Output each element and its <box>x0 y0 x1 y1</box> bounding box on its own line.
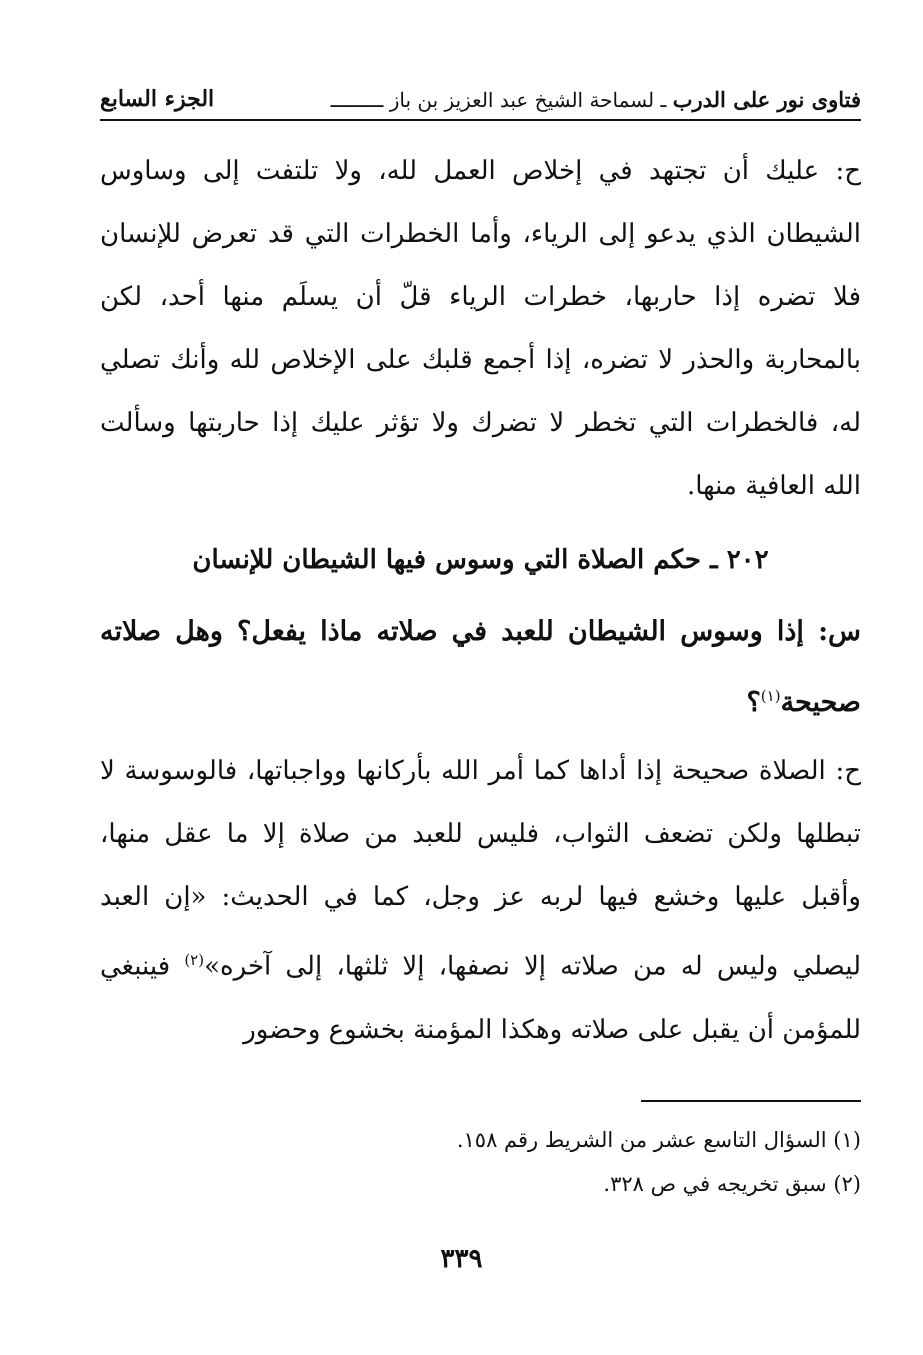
question-text: س: إذا وسوس الشيطان للعبد في صلاته ماذا يفعل؟ وهل صلاته صحيحة <box>100 616 861 718</box>
answer-2-continuation: فينبغي للمؤمن أن يقبل على صلاته وهكذا المؤمنة بخشوع وحضور <box>100 951 861 1045</box>
question-end-mark: ؟ <box>746 687 761 718</box>
footnote-ref-1: (١) <box>760 687 781 705</box>
header-author: ـ لسماحة الشيخ عبد العزيز بن باز ـــــــــ <box>330 87 667 112</box>
header-title <box>331 87 861 112</box>
answer-paragraph-1: ح: عليك أن تجتهد في إخلاص العمل لله، ولا تلتفت إلى وساوس الشيطان الذي يدعو إلى الرياء، وأما الخطرات التي قد تعرض للإنسان فلا تضره إذا حاربها، خطرات الرياء قلّ أن يسلَم منها أحد، لكن بالمحاربة والحذر لا تضره، إذا أجمع قلبك على الإخلاص لله وأنك تصلي له، فالخطرات التي تخطر لا تضرك ولا تؤثر عليك إذا حاربتها وسألت الله العافية منها. <box>100 156 861 501</box>
answer-paragraph-2 <box>100 740 861 1062</box>
running-header <box>100 84 861 114</box>
footnote-ref-2: (٢) <box>184 951 205 969</box>
footnotes <box>100 1118 861 1206</box>
section-heading: ٢٠٢ ـ حكم الصلاة التي وسوس فيها الشيطان للإنسان <box>192 545 769 575</box>
book-title: فتاوى نور على الدرب <box>672 86 861 112</box>
question-paragraph <box>100 600 861 735</box>
header-volume: الجزء السابع <box>100 86 215 112</box>
page-number: ٣٣٩ <box>440 1244 483 1274</box>
footnote-2: (٢) سبق تخريجه في ص ٣٢٨. <box>603 1172 861 1196</box>
footnote-1: (١) السؤال التاسع عشر من الشريط رقم ١٥٨. <box>456 1128 861 1152</box>
answer-2-text: ح: الصلاة صحيحة إذا أداها كما أمر الله بأركانها وواجباتها، فالوسوسة لا تبطلها ولكن تضعف الثواب، فليس للعبد من صلاة إلا ما عقل منها، وأقبل عليها وخشع فيها لربه عز وجل، كما في الحديث: «إن العبد ليصلي وليس له من صلاته إلا نصفها، إلا ثلثها، إلى آخره» <box>100 756 861 982</box>
footnote-rule <box>641 1100 861 1102</box>
header-rule <box>100 119 861 121</box>
